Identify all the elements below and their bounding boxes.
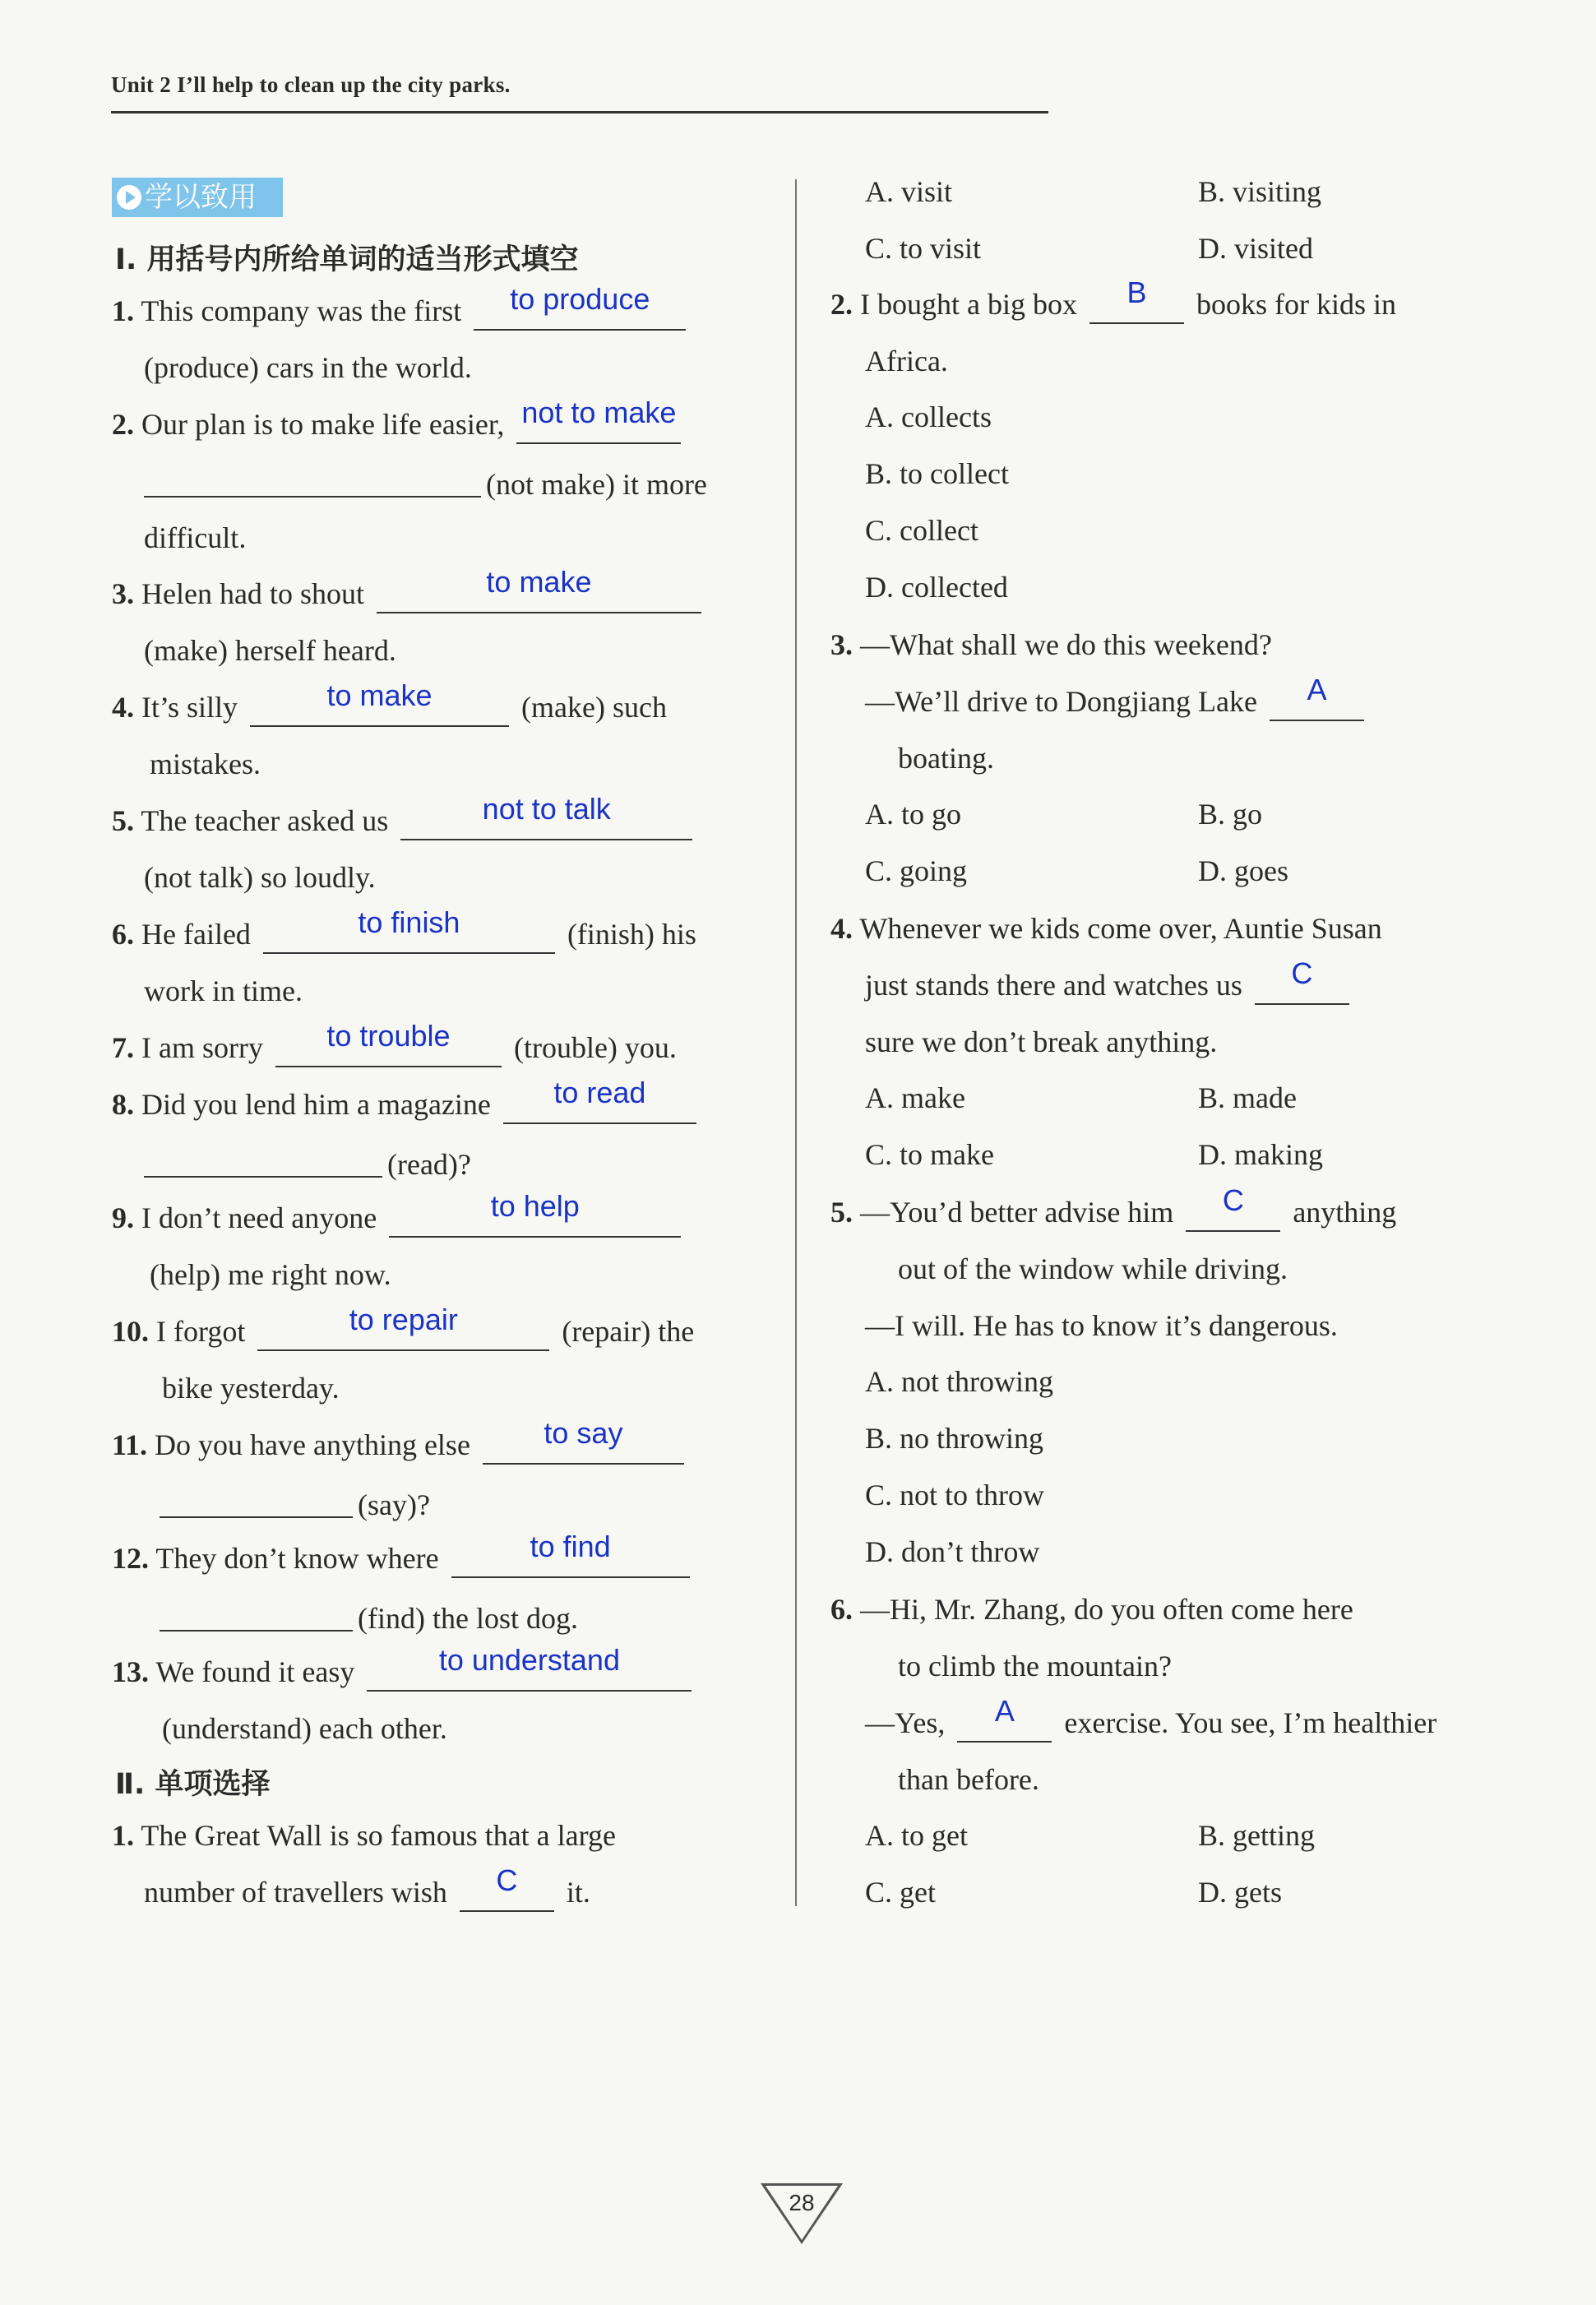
- mc-q6-line4: than before.: [898, 1763, 1039, 1796]
- mc-q2-line2: Africa.: [865, 345, 948, 377]
- mc-q2-option-b: B. to collect: [865, 457, 1009, 490]
- fill-q4-line1: 4. It’s silly to make (make) such: [112, 689, 667, 727]
- mc-q1-option-b: B. visiting: [1198, 175, 1322, 208]
- mc-q3-option-c: C. going: [865, 854, 968, 887]
- answer-blank: B: [1089, 289, 1184, 324]
- mc-q6-option-d: D. gets: [1198, 1876, 1282, 1909]
- answer-blank: to make: [250, 692, 509, 727]
- mc-q5-line1: 5. —You’d better advise him C anything: [830, 1194, 1396, 1232]
- mc-q5-option-c: C. not to throw: [865, 1479, 1045, 1511]
- answer-blank: to trouble: [275, 1033, 502, 1067]
- mc-q4-option-b: B. made: [1198, 1081, 1297, 1114]
- fill-q13-line2: (understand) each other.: [162, 1712, 447, 1745]
- badge-label: 学以致用: [145, 181, 257, 214]
- answer-blank: to make: [377, 579, 701, 613]
- mc-q4-line2: just stands there and watches us C: [865, 967, 1354, 1005]
- fill-q1-line2: (produce) cars in the world.: [144, 351, 472, 384]
- header-rule: [111, 111, 1048, 113]
- mc-q1-option-a: A. visit: [865, 175, 953, 208]
- fill-q3-line1: 3. Helen had to shout to make: [112, 576, 706, 613]
- mc-q6-option-c: C. get: [865, 1876, 936, 1909]
- fill-q12-line2: (find) the lost dog.: [160, 1597, 578, 1636]
- fill-q1-line1: 1. This company was the first to produce: [112, 293, 691, 331]
- fill-q8-line1: 8. Did you lend him a magazine to read: [112, 1086, 701, 1124]
- mc-q5-line2: out of the window while driving.: [898, 1252, 1288, 1285]
- fill-q12-line1: 12. They don’t know where to find: [112, 1540, 695, 1578]
- mc-q1-option-d: D. visited: [1198, 232, 1313, 265]
- answer-blank: C: [1255, 970, 1349, 1005]
- fill-q11-line2: (say)?: [160, 1483, 430, 1523]
- section-1-heading: Ⅰ. 用括号内所给单词的适当形式填空: [115, 243, 579, 276]
- answer-blank: not to talk: [400, 806, 692, 840]
- fill-q6-line1: 6. He failed to finish (finish) his: [112, 916, 696, 954]
- fill-q10-line2: bike yesterday.: [162, 1372, 340, 1405]
- mc-q3-option-b: B. go: [1198, 798, 1263, 831]
- mc-q6-line3: —Yes, A exercise. You see, I’m healthier: [865, 1705, 1436, 1743]
- answer-blank: to repair: [257, 1317, 549, 1351]
- fill-q8-line2: (read)?: [144, 1143, 471, 1183]
- answer-blank: A: [957, 1708, 1052, 1743]
- mc-q4-line1: 4. Whenever we kids come over, Auntie Susan: [830, 912, 1382, 945]
- answer-blank: C: [460, 1877, 554, 1912]
- mc-q5-line3: —I will. He has to know it’s dangerous.: [865, 1309, 1338, 1342]
- mc-q1-option-c: C. to visit: [865, 232, 982, 265]
- mc-q2-line1: 2. I bought a big box B books for kids in: [830, 286, 1396, 324]
- page-number: 28: [789, 2190, 815, 2215]
- mc-q3-option-d: D. goes: [1198, 854, 1288, 887]
- answer-blank: to find: [451, 1544, 690, 1578]
- mc-q4-option-a: A. make: [865, 1081, 965, 1114]
- answer-blank: to produce: [474, 296, 686, 331]
- fill-q2-line3: difficult.: [144, 521, 247, 554]
- column-divider: [795, 179, 797, 1906]
- answer-blank: to help: [389, 1203, 681, 1238]
- fill-q10-line1: 10. I forgot to repair (repair) the: [112, 1313, 694, 1351]
- fill-q2-line1: 2. Our plan is to make life easier, not to make: [112, 406, 686, 444]
- mc-q5-option-b: B. no throwing: [865, 1422, 1044, 1455]
- fill-q7-line1: 7. I am sorry to trouble (trouble) you.: [112, 1030, 677, 1067]
- answer-blank: to finish: [263, 919, 555, 954]
- mc-q2-option-d: D. collected: [865, 571, 1008, 604]
- mc-q1-line2: number of travellers wish C it.: [144, 1874, 590, 1912]
- mc-q6-option-b: B. getting: [1198, 1819, 1315, 1852]
- play-icon: [117, 185, 141, 210]
- mc-q4-option-d: D. making: [1198, 1138, 1323, 1171]
- fill-q9-line2: (help) me right now.: [150, 1258, 391, 1291]
- page-header: Unit 2 I’ll help to clean up the city parks.: [111, 72, 511, 97]
- answer-blank: to understand: [367, 1657, 692, 1692]
- mc-q2-option-a: A. collects: [865, 400, 992, 433]
- fill-q6-line2: work in time.: [144, 974, 303, 1007]
- answer-blank: not to make: [516, 410, 681, 444]
- mc-q2-option-c: C. collect: [865, 514, 978, 547]
- mc-q4-line3: sure we don’t break anything.: [865, 1025, 1218, 1058]
- fill-q3-line2: (make) herself heard.: [144, 634, 396, 667]
- section-badge: [112, 178, 283, 217]
- mc-q5-option-d: D. don’t throw: [865, 1535, 1040, 1568]
- fill-q2-line2: (not make) it more: [144, 463, 707, 502]
- section-2-heading: Ⅱ. 单项选择: [115, 1768, 271, 1801]
- answer-blank: to read: [503, 1090, 696, 1124]
- fill-q9-line1: 9. I don’t need anyone to help: [112, 1200, 686, 1238]
- answer-blank: C: [1186, 1197, 1280, 1232]
- mc-q6-line2: to climb the mountain?: [898, 1650, 1172, 1682]
- fill-q5-line1: 5. The teacher asked us not to talk: [112, 803, 697, 840]
- fill-q11-line1: 11. Do you have anything else to say: [112, 1427, 689, 1465]
- answer-blank: to say: [483, 1430, 684, 1465]
- mc-q4-option-c: C. to make: [865, 1138, 994, 1171]
- mc-q3-option-a: A. to go: [865, 798, 961, 831]
- fill-q13-line1: 13. We found it easy to understand: [112, 1654, 696, 1692]
- mc-q3-line2: —We’ll drive to Dongjiang Lake A: [865, 683, 1369, 721]
- mc-q6-line1: 6. —Hi, Mr. Zhang, do you often come here: [830, 1593, 1353, 1626]
- fill-q4-line2: mistakes.: [150, 748, 261, 780]
- mc-q6-option-a: A. to get: [865, 1819, 968, 1852]
- mc-q3-line1: 3. —What shall we do this weekend?: [830, 628, 1272, 661]
- mc-q5-option-a: A. not throwing: [865, 1365, 1053, 1398]
- fill-q5-line2: (not talk) so loudly.: [144, 861, 376, 894]
- answer-blank: A: [1270, 687, 1364, 721]
- mc-q3-line3: boating.: [898, 742, 994, 775]
- mc-q1-line1: 1. The Great Wall is so famous that a large: [112, 1819, 616, 1852]
